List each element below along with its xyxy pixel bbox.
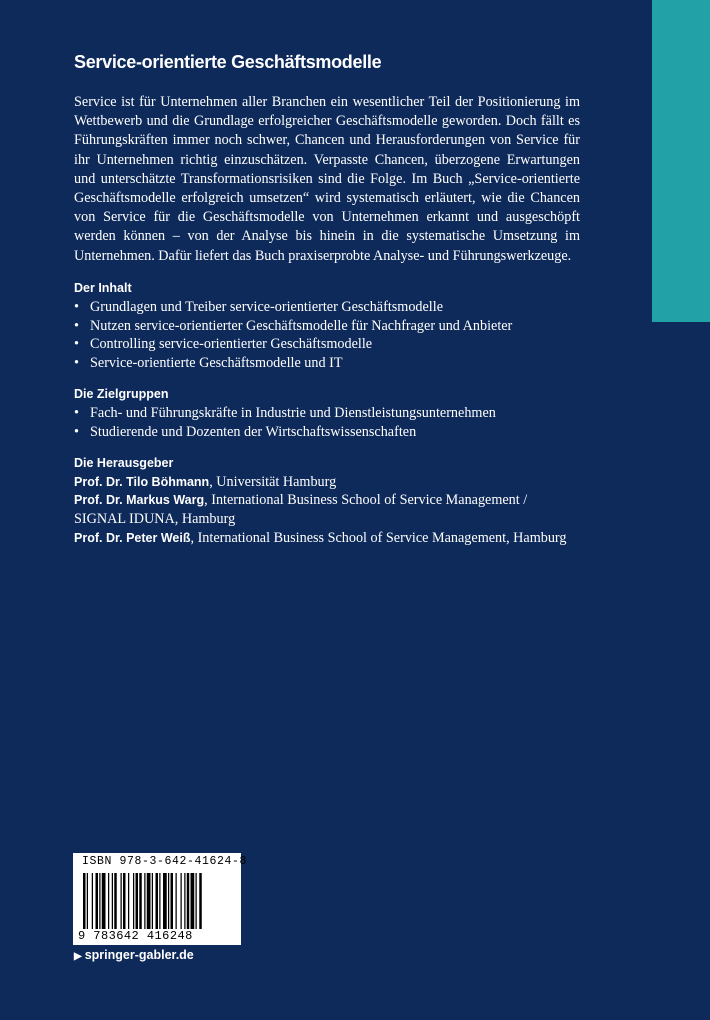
book-title: Service-orientierte Geschäftsmodelle: [74, 52, 382, 72]
editor-name: Prof. Dr. Markus Warg: [74, 493, 205, 508]
barcode-bar: [171, 873, 174, 929]
barcode-bar: [163, 873, 167, 929]
list-item: • Nutzen service-orientierter Geschäftsmodelle für Nachfrager und Anbieter: [74, 317, 513, 334]
bullet-icon: •: [74, 317, 79, 334]
barcode-bar: [108, 873, 109, 929]
barcode-bar: [152, 873, 153, 929]
isbn-barcode: [73, 853, 248, 945]
list-item: • Service-orientierte Geschäftsmodelle und IT: [74, 355, 343, 372]
barcode-icon: [79, 873, 235, 931]
barcode-bar: [112, 873, 113, 929]
barcode-bar: [168, 873, 169, 929]
list-item: • Studierende und Dozenten der Wirtschaftswissenschaften: [74, 423, 417, 440]
editors-list: [74, 473, 580, 548]
list-item: • Fach- und Führungskräfte in Industrie und Dienstleistungsunternehmen: [74, 405, 496, 422]
bullet-icon: •: [74, 423, 79, 440]
section-heading-zielgruppen: Die Zielgruppen: [74, 387, 169, 402]
list-item: • Grundlagen und Treiber service-orientierter Geschäftsmodelle: [74, 298, 443, 315]
barcode-bar: [196, 873, 197, 929]
barcode-bar: [92, 873, 93, 929]
editor-affiliation: , International Business School of Service Management, Hamburg: [190, 530, 567, 546]
bullet-icon: •: [74, 355, 79, 372]
barcode-bar: [147, 873, 151, 929]
barcode-bar: [136, 873, 139, 929]
barcode-bar: [199, 873, 202, 929]
bullet-icon: •: [74, 298, 79, 315]
barcode-bar: [133, 873, 134, 929]
barcode-bar: [176, 873, 177, 929]
publisher-url: springer-gabler.de: [84, 948, 194, 962]
barcode-bar: [121, 873, 122, 929]
editor-entry: [74, 491, 580, 529]
barcode-bar: [156, 873, 159, 929]
barcode-bar: [128, 873, 129, 929]
section-heading-herausgeber: Die Herausgeber: [74, 455, 174, 470]
ean-digits: 9 783642 416248: [78, 929, 193, 943]
barcode-bar: [144, 873, 145, 929]
accent-band: [652, 0, 710, 322]
editor-affiliation: , International Business School of Service Management / SIGNAL IDUNA, Hamburg: [74, 492, 528, 528]
intro-paragraph: Service ist für Unternehmen aller Branchen ein wesentlicher Teil der Positionierung im Wettbewerb und die Grundlage erfolgreicher Geschäftsmodelle geworden. Doch fällt es Führungskräften immer noch schwer, Chancen und Herausforderungen von Service für ihr Unternehmen richtig einzuschätzen. Verpasste Chancen, überzogene Erwartungen und unterschätzte Transformationsrisiken sind die Folge. Im Buch „Service-orientierte Geschäftsmodelle erfolgreich umsetzen“ wird systematisch erläutert, wie die Chancen von Service für die Geschäftsmodelle von Unternehmen erkannt und ausgeschöpft werden können – von der Analyse bis hinein in die systematische Umsetzung im Unternehmen. Dafür liefert das Buch praxiserprobte Analyse- und Führungswerkzeuge.: [74, 94, 580, 264]
editor-affiliation: , Universität Hamburg: [209, 473, 337, 490]
isbn-label: ISBN 978-3-642-41624-8: [82, 855, 248, 868]
barcode-bar: [181, 873, 182, 929]
inhalt-list: [74, 298, 580, 373]
barcode-bar: [123, 873, 126, 929]
barcode-bar: [114, 873, 117, 929]
list-item: • Controlling service-orientierter Geschäftsmodelle: [74, 336, 373, 353]
barcode-bar: [184, 873, 185, 929]
arrow-right-icon: ▶: [74, 951, 82, 962]
editor-name: Prof. Dr. Peter Weiß: [74, 531, 191, 545]
barcode-bar: [102, 873, 106, 929]
barcode-bar: [139, 873, 142, 929]
editor-name: Prof. Dr. Tilo Böhmann: [74, 474, 210, 489]
bullet-icon: •: [74, 336, 79, 353]
barcode-bar: [99, 873, 100, 929]
barcode-bar: [159, 873, 160, 929]
publisher-link[interactable]: [74, 948, 194, 962]
barcode-bar: [83, 873, 86, 929]
editor-entry: [74, 529, 580, 548]
back-cover-text: [74, 50, 580, 548]
bullet-icon: •: [74, 405, 79, 422]
barcode-bar: [96, 873, 99, 929]
barcode-bar: [191, 873, 195, 929]
zielgruppen-list: [74, 404, 580, 442]
barcode-bar: [187, 873, 190, 929]
editor-entry: [74, 473, 580, 492]
barcode-bar: [87, 873, 88, 929]
section-heading-inhalt: Der Inhalt: [74, 280, 132, 295]
